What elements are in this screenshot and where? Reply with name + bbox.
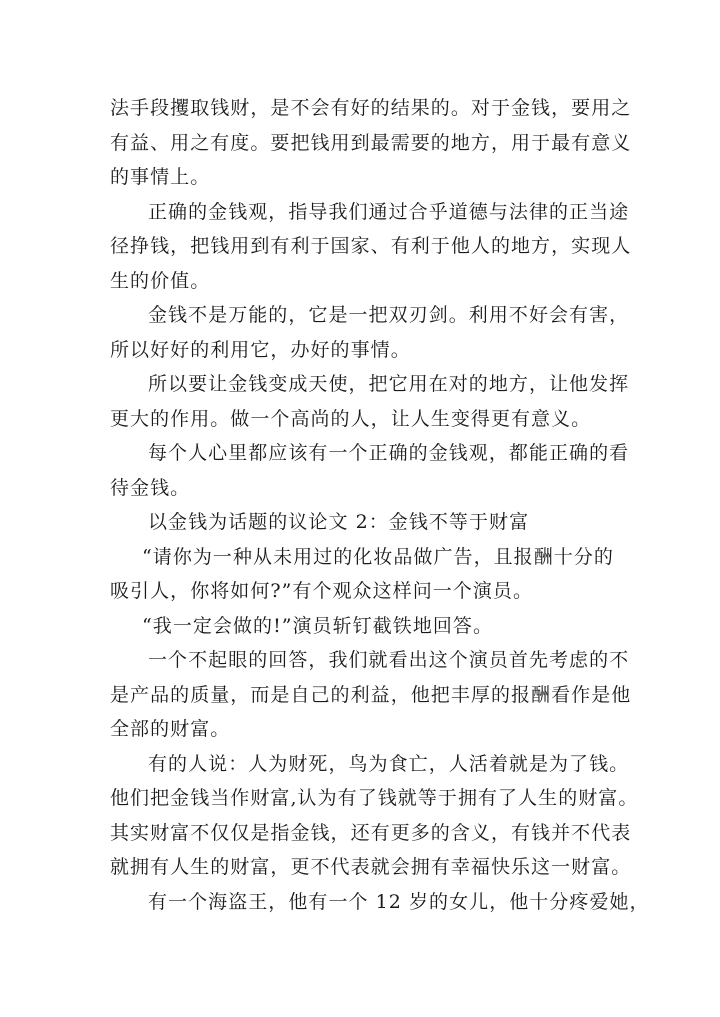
text-line: 的事情上。 (110, 166, 211, 188)
text-line: 吸引人，你将如何?”有个观众这样问一个演员。 (110, 580, 534, 602)
text-line: 就拥有人生的财富，更不代表就会拥有幸福快乐这一财富。 (110, 856, 632, 878)
text-line: 法手段攫取钱财，是不会有好的结果的。对于金钱，要用之 (110, 97, 632, 119)
text-line: 更大的作用。做一个高尚的人，让人生变得更有意义。 (110, 407, 592, 430)
paragraph-first-line: “请你为一种从未用过的化妆品做广告，且报酬十分的 (142, 545, 614, 568)
document-body (110, 91, 650, 919)
paragraph-first-line: 每个人心里都应该有一个正确的金钱观，都能正确的看 (148, 442, 630, 464)
text-line: 他们把金钱当作财富,认为有了钱就等于拥有了人生的财富。 (110, 787, 639, 809)
paragraph-first-line: “我一定会做的!”演员斩钉截铁地回答。 (142, 614, 494, 637)
paragraph-first-line: 正确的金钱观，指导我们通过合乎道德与法律的正当途 (148, 200, 630, 223)
paragraph-first-line: 金钱不是万能的，它是一把双刃剑。利用不好会有害， (148, 304, 630, 326)
paragraph-first-line: 有一个海盗王，他有一个 12 岁的女儿，他十分疼爱她， (148, 890, 650, 913)
paragraph-first-line: 一个不起眼的回答，我们就看出这个演员首先考虑的不 (148, 649, 630, 671)
text-line: 有益、用之有度。要把钱用到最需要的地方，用于最有意义 (110, 131, 632, 154)
text-line: 待金钱。 (110, 476, 191, 499)
paragraph-first-line: 有的人说：人为财死，鸟为食亡，人活着就是为了钱。 (148, 752, 630, 775)
text-line: 全部的财富。 (110, 718, 231, 740)
text-line: 径挣钱，把钱用到有利于国家、有利于他人的地方，实现人 (110, 235, 632, 257)
text-line: 所以好好的利用它，办好的事情。 (110, 338, 411, 361)
text-line: 其实财富不仅仅是指金钱，还有更多的含义，有钱并不代表 (110, 821, 632, 844)
text-line: 是产品的质量，而是自己的利益，他把丰厚的报酬看作是他 (110, 683, 632, 706)
section-heading: 以金钱为话题的议论文 2：金钱不等于财富 (148, 511, 530, 533)
paragraph-first-line: 所以要让金钱变成天使，把它用在对的地方，让他发挥 (148, 373, 630, 395)
text-line: 生的价值。 (110, 269, 211, 292)
